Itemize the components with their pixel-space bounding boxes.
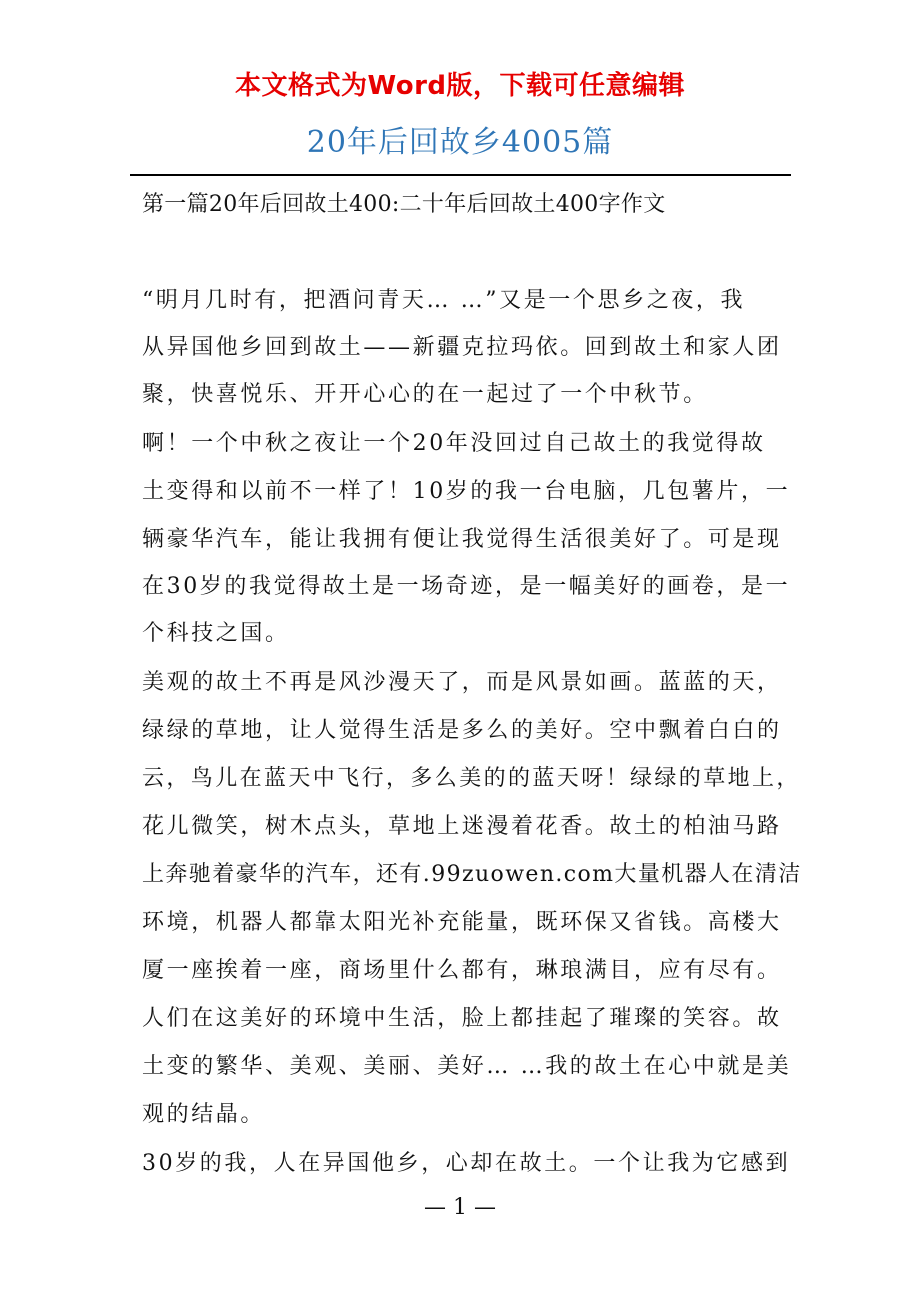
body-line: 观的结晶。 [142, 1102, 266, 1127]
body-line: 环境，机器人都靠太阳光补充能量，既环保又省钱。高楼大 [142, 910, 782, 935]
document-title: 20年后回故乡4005篇 [306, 125, 614, 160]
body-line: 聚，快喜悦乐、开开心心的在一起过了一个中秋节。 [142, 382, 708, 407]
body-line: 土变的繁华、美观、美丽、美好… …我的故土在心中就是美 [142, 1054, 792, 1079]
section-heading: 第一篇20年后回故土400:二十年后回故土400字作文 [142, 192, 666, 217]
word-format-banner: 本文格式为Word版，下载可任意编辑 [234, 71, 686, 101]
body-line: 云，鸟儿在蓝天中飞行，多么美的的蓝天呀！绿绿的草地上， [142, 766, 801, 791]
body-line: 辆豪华汽车，能让我拥有便让我觉得生活很美好了。可是现 [142, 527, 782, 552]
body-line: 厦一座挨着一座，商场里什么都有，琳琅满目，应有尽有。 [142, 958, 782, 983]
title-divider [130, 174, 791, 176]
body-line: 30岁的我，人在异国他乡，心却在故土。一个让我为它感到 [142, 1151, 791, 1176]
body-line: 从异国他乡回到故土——新疆克拉玛依。回到故土和家人团 [142, 335, 782, 360]
body-line: 绿绿的草地，让人觉得生活是多么的美好。空中飘着白白的 [142, 718, 782, 743]
body-line: 美观的故土不再是风沙漫天了，而是风景如画。蓝蓝的天， [142, 670, 782, 695]
body-line: 人们在这美好的环境中生活，脸上都挂起了璀璨的笑容。故 [142, 1006, 782, 1031]
page-number: — 1 — [424, 1195, 496, 1220]
body-line: 土变得和以前不一样了！10岁的我一台电脑，几包薯片，一 [142, 479, 791, 504]
body-line: 在30岁的我觉得故土是一场奇迹，是一幅美好的画卷，是一 [142, 574, 791, 599]
body-line: 啊！一个中秋之夜让一个20年没回过自己故土的我觉得故 [142, 431, 766, 456]
body-line: 上奔驰着豪华的汽车，还有.99zuowen.com大量机器人在清洁 [142, 862, 802, 887]
body-line: “明月几时有，把酒问青天… …”又是一个思乡之夜，我 [142, 288, 746, 313]
body-line: 花儿微笑，树木点头，草地上迷漫着花香。故土的柏油马路 [142, 814, 782, 839]
body-line: 个科技之国。 [142, 621, 290, 646]
